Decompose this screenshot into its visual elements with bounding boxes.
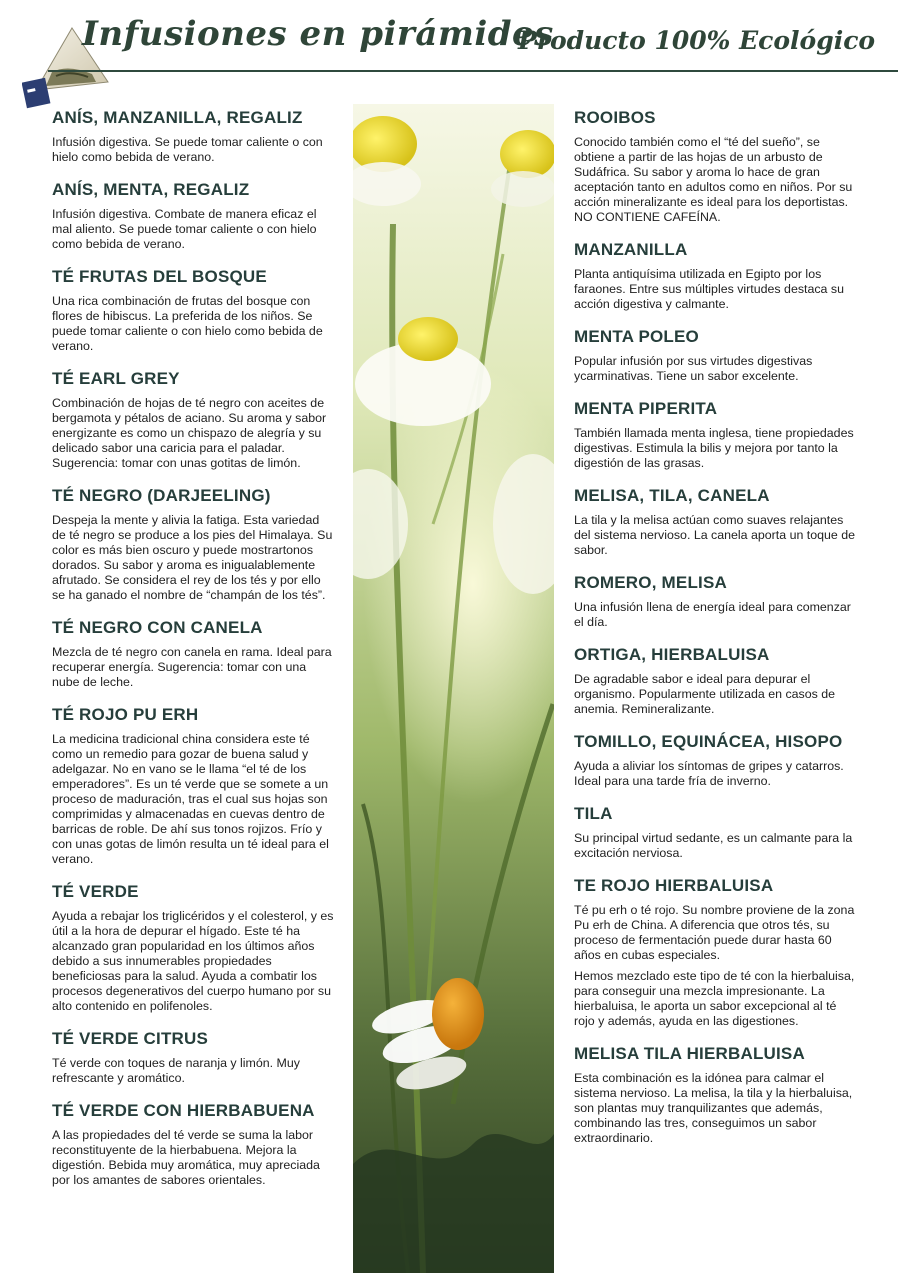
infusion-title: ROMERO, MELISA	[574, 573, 727, 592]
infusion-entry	[574, 399, 856, 471]
infusion-description: Una rica combinación de frutas del bosque con flores de hibiscus. La preferida de los niños. Se puede tomar caliente o con hielo como bebida de verano.	[52, 294, 323, 353]
infusion-description: Infusión digestiva. Combate de manera eficaz el mal aliento. Se puede tomar caliente o con hielo como bebida de verano.	[52, 207, 317, 251]
infusion-description: Hemos mezclado este tipo de té con la hierbaluisa, para conseguir una mezcla impresionante. La hierbaluisa, le aporta un sabor excepcional al té rojo y además, ayuda en las digestiones.	[574, 969, 855, 1028]
infusion-title: MELISA TILA HIERBALUISA	[574, 1044, 805, 1063]
infusion-description: Conocido también como el “té del sueño”, se obtiene a partir de las hojas de un arbusto de Sudáfrica. Su sabor y aroma lo hace de gran aceptación tanto en adultos como en niños. Por su acción mineralizante es ideal para los deportistas. NO CONTIENE CAFEÍNA.	[574, 135, 853, 224]
infusion-description: Infusión digestiva. Se puede tomar caliente o con hielo como bebida de verano.	[52, 135, 323, 164]
infusion-entry	[52, 180, 334, 252]
infusion-title: ORTIGA, HIERBALUISA	[574, 645, 770, 664]
infusion-description: Una infusión llena de energía ideal para comenzar el día.	[574, 600, 851, 629]
infusion-title: MANZANILLA	[574, 240, 688, 259]
infusion-entry	[574, 327, 856, 384]
chamomile-flowers-photo	[353, 104, 554, 1273]
brand-title: Infusiones en pirámides	[82, 14, 554, 54]
infusion-entry	[52, 486, 334, 603]
infusion-entry	[574, 645, 856, 717]
infusion-entry	[574, 804, 856, 861]
infusion-description: Combinación de hojas de té negro con aceites de bergamota y pétalos de aciano. Su aroma y sabor energizante es como un chispazo de alegría y su delicado sabor una caricia para el paladar. Sugerencia: tomar con unas gotitas de limón.	[52, 396, 327, 470]
infusion-title: MELISA, TILA, CANELA	[574, 486, 770, 505]
infusion-title: TÉ EARL GREY	[52, 369, 180, 388]
infusion-title: TÉ VERDE	[52, 882, 139, 901]
infusion-title: TÉ ROJO PU ERH	[52, 705, 199, 724]
infusion-description: Despeja la mente y alivia la fatiga. Esta variedad de té negro se produce a los pies del Himalaya. Su color es más bien oscuro y puede mostrartonos dorados. Su sabor y aroma es inigualablemente afrutado. Se considera el rey de los tés y por ello se ha ganado el nombre de “champán de los tés”.	[52, 513, 333, 602]
right-column	[574, 108, 856, 1146]
infusion-entry	[574, 486, 856, 558]
infusion-title: TÉ VERDE CON HIERBABUENA	[52, 1101, 315, 1120]
infusion-title: TILA	[574, 804, 613, 823]
infusion-description: De agradable sabor e ideal para depurar el organismo. Popularmente utilizada en casos de anemia. Remineralizante.	[574, 672, 836, 716]
infusion-entry	[52, 705, 334, 867]
infusion-entry	[574, 732, 856, 789]
infusion-entry	[52, 108, 334, 165]
infusion-entry	[574, 1044, 856, 1146]
infusion-title: MENTA POLEO	[574, 327, 699, 346]
infusion-title: TÉ NEGRO CON CANELA	[52, 618, 263, 637]
infusion-title: TÉ VERDE CITRUS	[52, 1029, 209, 1048]
infusion-description: La tila y la melisa actúan como suaves relajantes del sistema nervioso. La canela aporta un toque de sabor.	[574, 513, 856, 557]
infusion-entry	[52, 882, 334, 1014]
infusion-entry	[52, 1029, 334, 1086]
infusion-description: También llamada menta inglesa, tiene propiedades digestivas. Estimula la bilis y mejora por tanto la digestión de las grasas.	[574, 426, 854, 470]
infusion-description: Ayuda a aliviar los síntomas de gripes y catarros. Ideal para una tarde fría de inverno.	[574, 759, 844, 788]
left-column	[52, 108, 334, 1188]
infusion-title: ANÍS, MENTA, REGALIZ	[52, 180, 250, 199]
infusion-title: TÉ FRUTAS DEL BOSQUE	[52, 267, 267, 286]
infusion-description: Ayuda a rebajar los triglicéridos y el colesterol, y es útil a la hora de depurar el hígado. Este té ha alcanzado gran popularidad en los últimos años debido a sus innumerables propiedades beneficiosas para la salud. Ayuda a combatir los procesos degenerativos del cuerpo humano por su alto contenido en polifenoles.	[52, 909, 334, 1013]
infusion-entry	[52, 267, 334, 354]
infusion-entry	[52, 1101, 334, 1188]
infusion-description: La medicina tradicional china considera este té como un remedio para gozar de buena salud y adelgazar. No en vano se le llama “el té de los emperadores”. Es un té verde que se somete a un proceso de maduración, tras el cual sus hojas son comprimidas y almacenadas en cuevas dentro de barricas de roble. De ahí sus tonos rojizos. Frío y con unas gotas de limón resulta un té ideal para el verano.	[52, 732, 329, 866]
infusion-entry	[52, 618, 334, 690]
infusion-description: Té pu erh o té rojo. Su nombre proviene de la zona Pu erh de China. A diferencia que otros tés, su proceso de fermentación puede durar hasta 60 años en cubas especiales.	[574, 903, 855, 962]
infusion-entry	[574, 573, 856, 630]
infusion-description: Su principal virtud sedante, es un calmante para la excitación nerviosa.	[574, 831, 853, 860]
eco-tagline: Producto 100% Ecológico	[518, 26, 876, 55]
page-header	[0, 0, 900, 100]
infusion-description: Mezcla de té negro con canela en rama. Ideal para recuperar energía. Sugerencia: tomar con una nube de leche.	[52, 645, 332, 689]
infusion-description: Popular infusión por sus virtudes digestivas ycarminativas. Tiene un sabor excelente.	[574, 354, 813, 383]
infusion-description: Planta antiquísima utilizada en Egipto por los faraones. Entre sus múltiples virtudes destaca su acción digestiva y calmante.	[574, 267, 844, 311]
infusion-title: TÉ NEGRO (DARJEELING)	[52, 486, 271, 505]
infusion-description: Esta combinación es la idónea para calmar el sistema nervioso. La melisa, la tila y la hierbaluisa, son plantas muy tranquilizantes que además, combinando las tres, conseguimos un sabor extraordinario.	[574, 1071, 853, 1145]
infusion-entry	[574, 240, 856, 312]
infusion-entry	[574, 876, 856, 1029]
infusion-description: A las propiedades del té verde se suma la labor reconstituyente de la hierbabuena. Mejora la digestión. Bebida muy aromática, muy apreciada por los amantes de sabores orientales.	[52, 1128, 320, 1187]
infusion-title: MENTA PIPERITA	[574, 399, 718, 418]
infusion-title: TE ROJO HIERBALUISA	[574, 876, 774, 895]
infusion-title: ROOIBOS	[574, 108, 656, 127]
infusion-title: TOMILLO, EQUINÁCEA, HISOPO	[574, 732, 843, 751]
header-rule	[48, 70, 898, 72]
infusion-description: Té verde con toques de naranja y limón. Muy refrescante y aromático.	[52, 1056, 300, 1085]
infusion-title: ANÍS, MANZANILLA, REGALIZ	[52, 108, 303, 127]
infusion-entry	[574, 108, 856, 225]
infusion-entry	[52, 369, 334, 471]
